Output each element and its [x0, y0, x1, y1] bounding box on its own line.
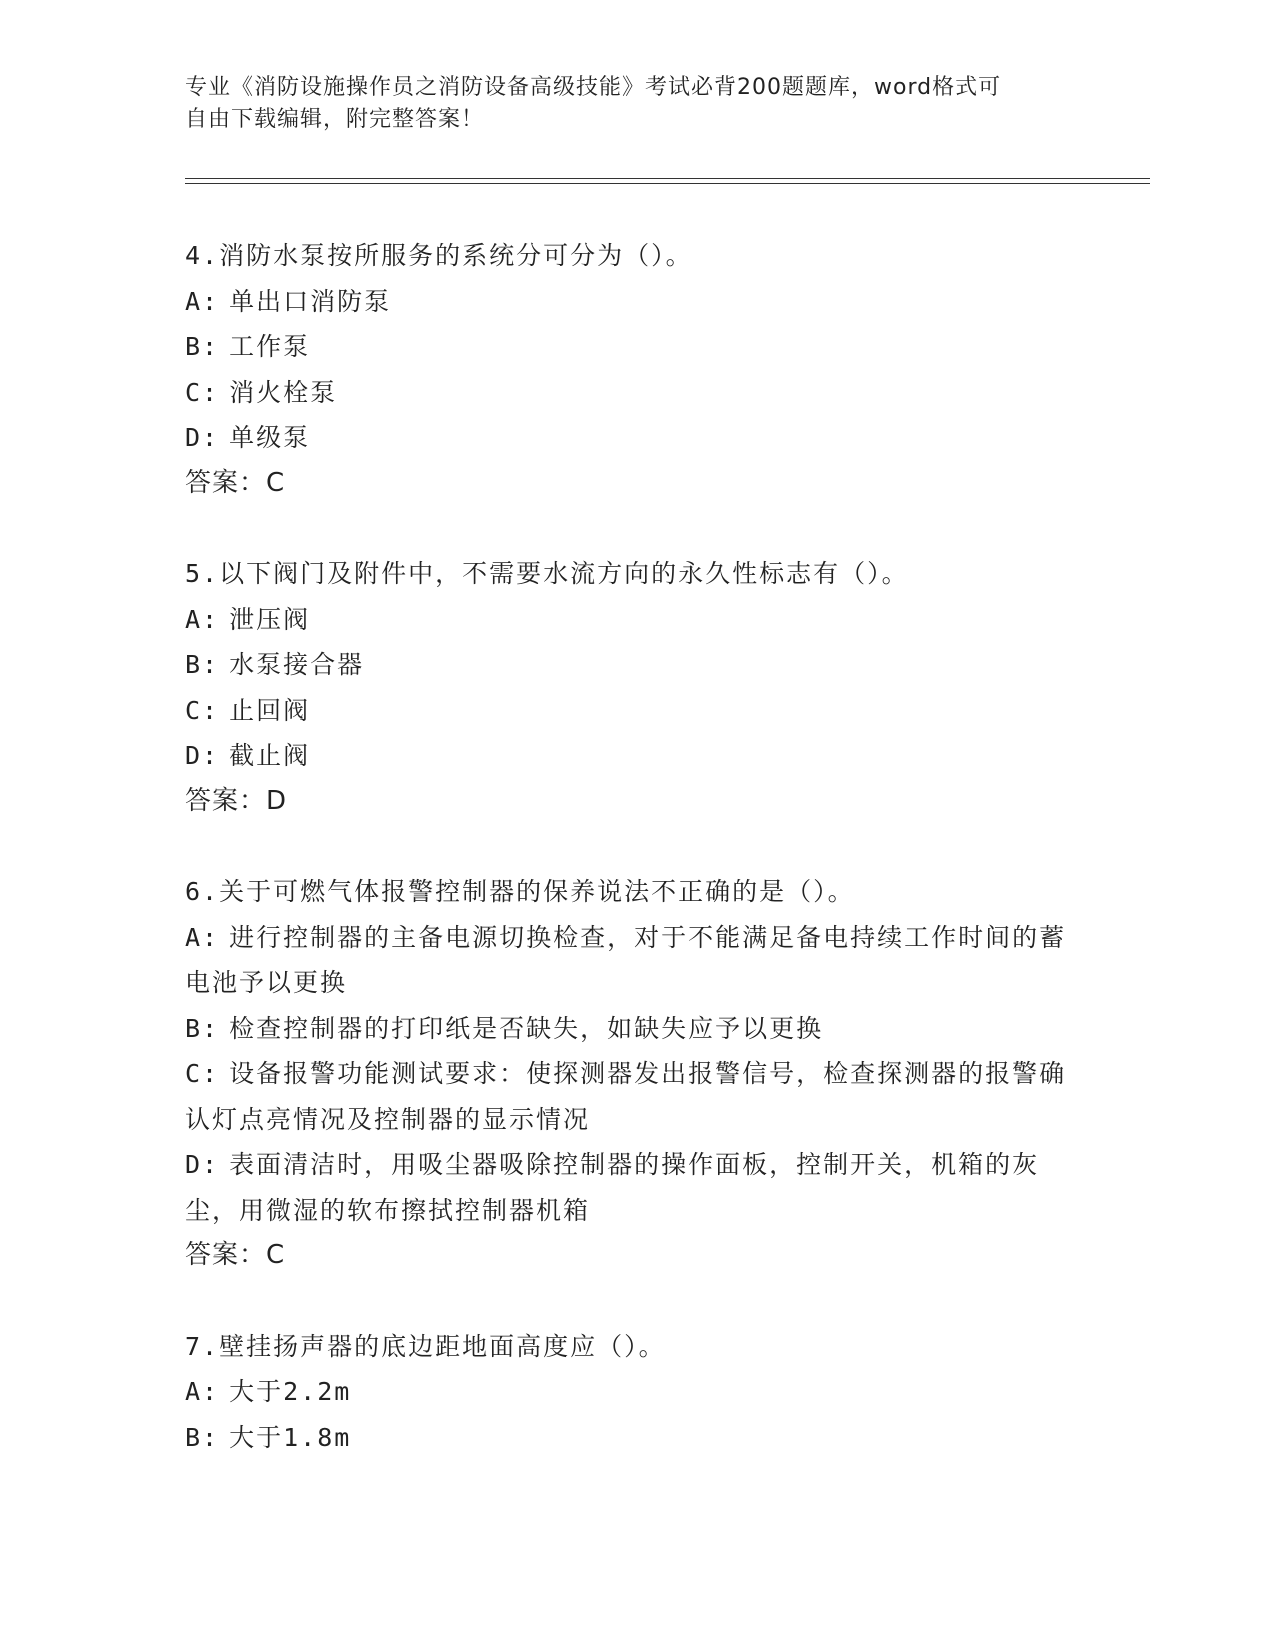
option-b	[185, 642, 1085, 688]
option-text: 单出口消防泵	[229, 286, 392, 316]
option-text: 止回阀	[229, 695, 311, 725]
header-line-2: 自由下载编辑，附完整答案！	[185, 107, 485, 132]
option-label: D:	[185, 1150, 220, 1179]
option-label: A:	[185, 922, 220, 952]
option-label: B:	[185, 332, 220, 361]
header-divider-top	[185, 178, 1150, 179]
option-a	[185, 597, 1085, 643]
question-stem: 6.关于可燃气体报警控制器的保养说法不正确的是（）。	[185, 877, 855, 906]
option-label: A:	[185, 604, 220, 634]
option-label: C:	[185, 377, 220, 407]
answer-line: 答案：C	[185, 467, 286, 498]
question-5	[185, 551, 1085, 824]
option-label: A:	[185, 286, 220, 316]
option-d	[185, 733, 1085, 779]
option-c	[185, 1051, 1085, 1142]
option-label: C:	[185, 695, 220, 725]
option-text: 表面清洁时，用吸尘器吸除控制器的操作面板，控制开关，机箱的灰尘，用微湿的软布擦拭控制器机箱	[185, 1150, 1040, 1225]
option-a	[185, 1369, 1085, 1415]
option-b	[185, 324, 1085, 370]
option-a	[185, 915, 1085, 1006]
option-label: B:	[185, 1422, 220, 1452]
option-text: 泄压阀	[229, 604, 311, 634]
option-text: 水泵接合器	[229, 650, 365, 679]
question-6	[185, 869, 1085, 1279]
option-label: A:	[185, 1377, 220, 1406]
option-label: B:	[185, 650, 220, 679]
question-stem: 7.壁挂扬声器的底边距地面高度应（）。	[185, 1331, 666, 1361]
option-text: 大于1.8m	[229, 1422, 352, 1452]
option-a	[185, 279, 1085, 325]
option-b	[185, 1415, 1085, 1461]
answer-line: 答案：C	[185, 1240, 286, 1270]
option-text: 工作泵	[229, 332, 311, 361]
document-header	[185, 72, 1065, 136]
question-stem: 4.消防水泵按所服务的系统分可分为（）。	[185, 241, 693, 270]
option-b	[185, 1006, 1085, 1052]
header-divider-bottom	[185, 183, 1150, 184]
question-4	[185, 233, 1085, 506]
option-text: 设备报警功能测试要求：使探测器发出报警信号，检查探测器的报警确认灯点亮情况及控制器的显示情况	[185, 1059, 1067, 1134]
answer-line: 答案：D	[185, 785, 288, 816]
option-text: 进行控制器的主备电源切换检查，对于不能满足备电持续工作时间的蓄电池予以更换	[185, 922, 1067, 997]
option-label: C:	[185, 1059, 220, 1088]
option-d	[185, 1142, 1085, 1233]
option-d	[185, 415, 1085, 461]
option-text: 单级泵	[229, 423, 311, 452]
option-label: D:	[185, 741, 220, 770]
option-label: D:	[185, 423, 220, 452]
option-c	[185, 370, 1085, 416]
question-list	[185, 233, 1085, 1505]
header-line-1: 专业《消防设施操作员之消防设备高级技能》考试必背200题题库，word格式可	[185, 75, 1002, 100]
option-text: 检查控制器的打印纸是否缺失，如缺失应予以更换	[229, 1013, 824, 1043]
option-text: 消火栓泵	[229, 377, 338, 407]
option-c	[185, 688, 1085, 734]
question-stem: 5.以下阀门及附件中，不需要水流方向的永久性标志有（）。	[185, 559, 909, 588]
option-text: 截止阀	[229, 741, 311, 770]
question-7	[185, 1324, 1085, 1461]
option-label: B:	[185, 1013, 220, 1043]
option-text: 大于2.2m	[229, 1377, 352, 1406]
